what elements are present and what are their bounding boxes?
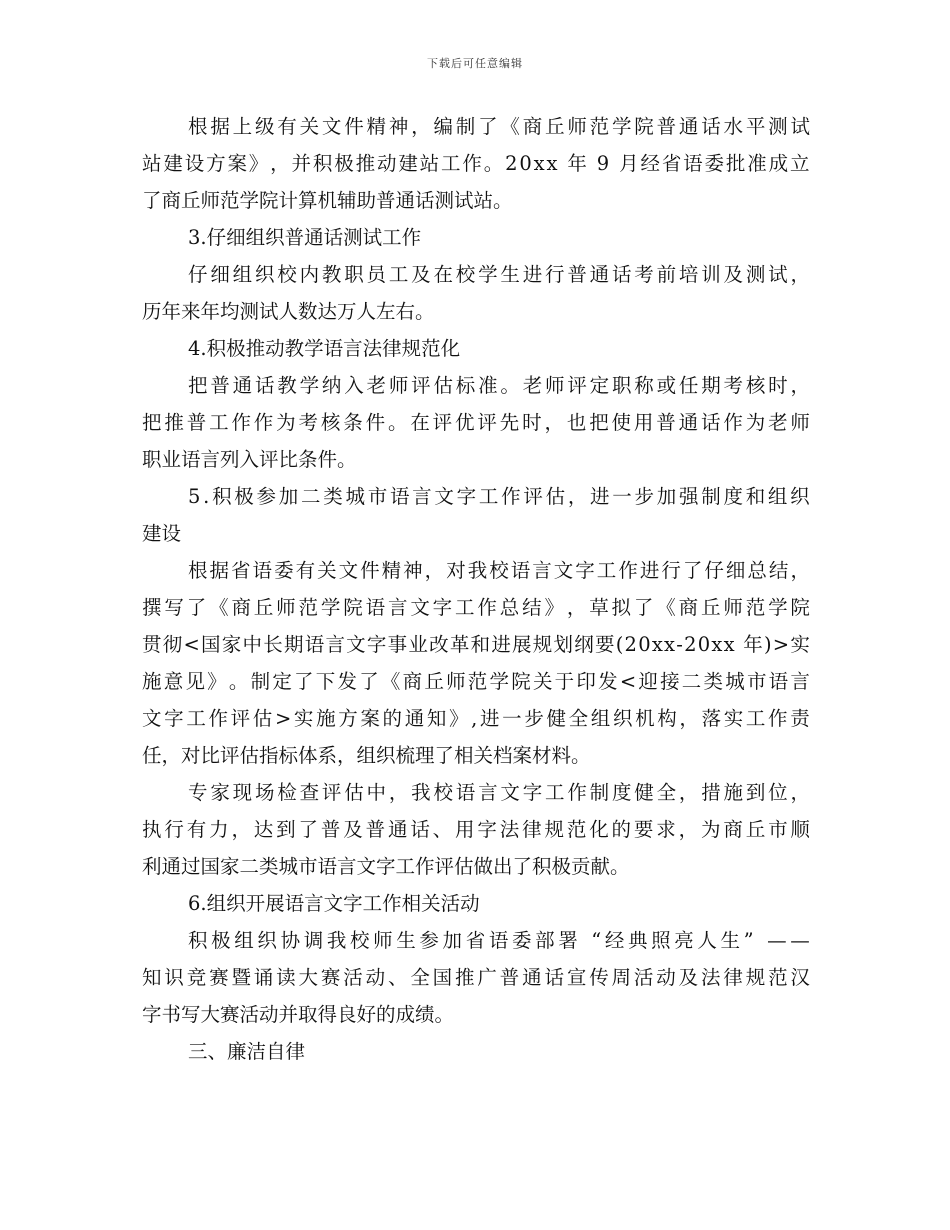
- paragraph-line: 专 家 现 场 检 查 评 估 中 ， 我 校 语 言 文 字 工 作 制 度 健 全 ， 措 施 到 位 ，: [188, 781, 810, 804]
- paragraph-line: 历年来年均测试人数达万人左右。: [142, 300, 435, 323]
- paragraph-line: 利通过国家二类城市语言文字工作评估做出了积极贡献。: [142, 855, 630, 878]
- paragraph-line: 施 意 见 》 。 制 定 了 下 发 了 《 商 丘 师 范 学 院 关 于 印 发 < 迎 接 二 类 城 市 语 言: [142, 670, 810, 693]
- paragraph-line: 执 行 有 力 ， 达 到 了 普 及 普 通 话 、 用 字 法 律 规 范 化 的 要 求 ， 为 商 丘 市 顺: [142, 818, 810, 841]
- header-note: 下载后可任意编辑: [427, 57, 523, 70]
- paragraph-line: 积 极 组 织 协 调 我 校 师 生 参 加 省 语 委 部 署 “ 经 典 照 亮 人 生 ” — —: [188, 929, 810, 952]
- chapter-heading: 三、廉洁自律: [188, 1040, 306, 1063]
- paragraph-line: 撰 写 了 《 商 丘 师 范 学 院 语 言 文 字 工 作 总 结 》 ， 草 拟 了 《 商 丘 师 范 学 院: [142, 596, 810, 619]
- section-heading: 3.仔细组织普通话测试工作: [188, 226, 422, 249]
- section-heading: 4.积极推动教学语言法律规范化: [188, 337, 461, 360]
- paragraph-line: 仔 细 组 织 校 内 教 职 员 工 及 在 校 学 生 进 行 普 通 话 考 前 培 训 及 测 试 ，: [188, 263, 810, 286]
- paragraph-line: 根 据 上 级 有 关 文 件 精 神 ， 编 制 了 《 商 丘 师 范 学 院 普 通 话 水 平 测 试: [188, 115, 810, 138]
- section-heading: 建设: [142, 522, 182, 545]
- paragraph-line: 任，对比评估指标体系，组织梳理了相关档案材料。: [142, 744, 591, 767]
- paragraph-line: 根 据 省 语 委 有 关 文 件 精 神 ， 对 我 校 语 言 文 字 工 作 进 行 了 仔 细 总 结 ，: [188, 559, 810, 582]
- paragraph-line: 贯 彻 < 国 家 中 长 期 语 言 文 字 事 业 改 革 和 进 展 规 划 纲 要 ( 2 0 x x - 2 0 x x 年 ) > 实: [142, 633, 810, 656]
- paragraph-line: 了商丘师范学院计算机辅助普通话测试站。: [142, 189, 513, 212]
- paragraph-line: 知 识 竞 赛 暨 诵 读 大 赛 活 动 、 全 国 推 广 普 通 话 宣 传 周 活 动 及 法 律 规 范 汉: [142, 966, 810, 989]
- paragraph-line: 职业语言列入评比条件。: [142, 448, 357, 471]
- paragraph-line: 把 推 普 工 作 作 为 考 核 条 件 。 在 评 优 评 先 时 ， 也 把 使 用 普 通 话 作 为 老 师: [142, 411, 810, 434]
- paragraph-line: 字书写大赛活动并取得良好的成绩。: [142, 1003, 455, 1026]
- paragraph-line: 文 字 工 作 评 估 > 实 施 方 案 的 通 知 》 , 进 一 步 健 全 组 织 机 构 ， 落 实 工 作 责: [142, 707, 810, 730]
- paragraph-line: 把 普 通 话 教 学 纳 入 老 师 评 估 标 准 。 老 师 评 定 职 称 或 任 期 考 核 时 ，: [188, 374, 810, 397]
- paragraph-line: 站 建 设 方 案 》 ， 并 积 极 推 动 建 站 工 作 。 2 0 x x 年 9 月 经 省 语 委 批 准 成 立: [142, 152, 810, 175]
- section-heading: 5 . 积 极 参 加 二 类 城 市 语 言 文 字 工 作 评 估 ， 进 一 步 加 强 制 度 和 组 织: [188, 485, 810, 508]
- section-heading: 6.组织开展语言文字工作相关活动: [188, 892, 480, 915]
- document-body: [142, 108, 810, 1070]
